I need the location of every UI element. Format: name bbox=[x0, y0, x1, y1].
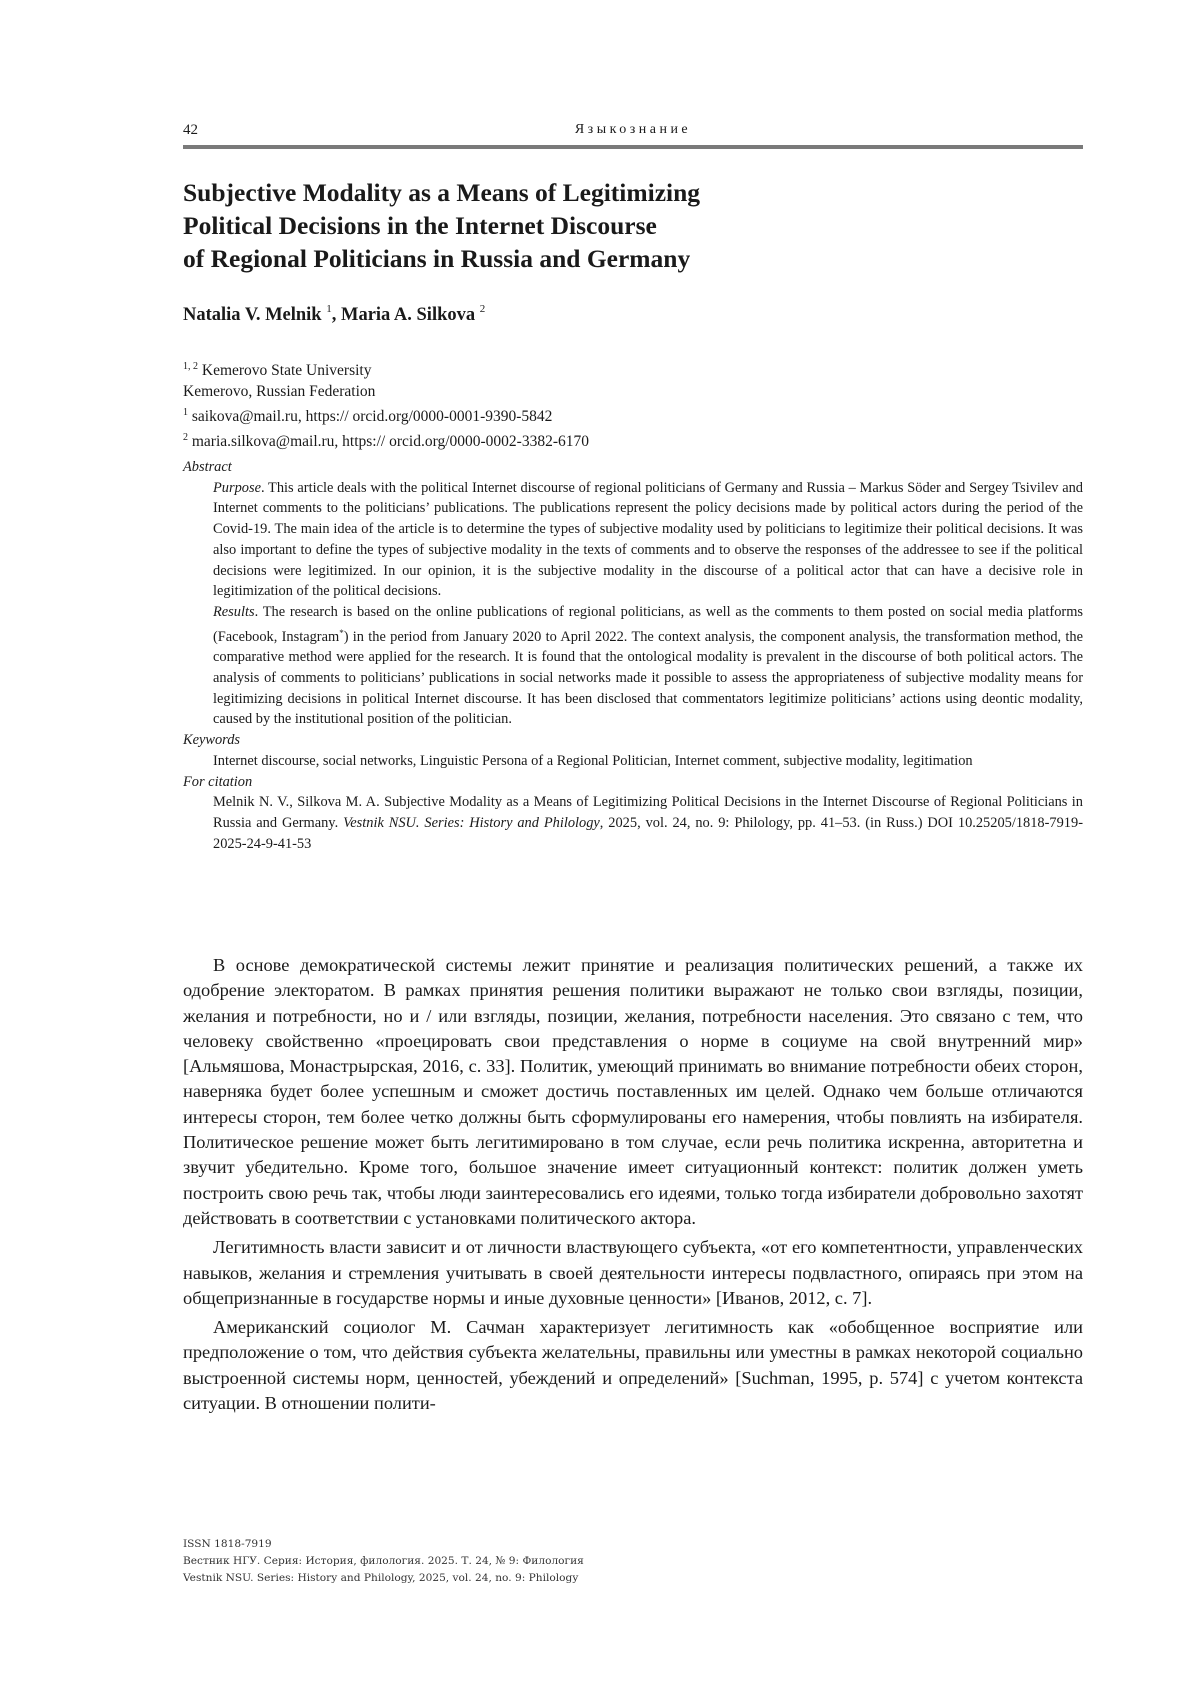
citation-authors-title: Melnik N. V., Silkova M. A. Subjective Modality as a Means of Legitimizing Political Decisions in the Internet Discourse of Regional Politicians in Russia and Germany. bbox=[213, 794, 1083, 831]
title-line: Subjective Modality as a Means of Legitimizing bbox=[183, 178, 701, 207]
author-name: Natalia V. Melnik bbox=[183, 305, 322, 325]
abstract-text bbox=[213, 478, 1083, 730]
keywords-text: Internet discourse, social networks, Linguistic Persona of a Regional Politician, Internet comment, subjective modality, legitimation bbox=[213, 752, 973, 769]
results-text: ) in the period from January 2020 to April 2022. The context analysis, the component analysis, the transformation method, the comparative method were applied for the research. It is found that the ontological modality is prevalent in the discourse of both political actors. The analysis of comments to politicians’ publications in social networks made it possible to assess the appropriateness of subjective modality means for legitimizing decisions in political Internet discourse. It has been disclosed that commentators legitimize politicians’ actions using deontic modality, caused by the institutional position of the politician. bbox=[213, 628, 1083, 728]
abstract-purpose bbox=[213, 478, 1083, 602]
contact-list bbox=[183, 402, 589, 452]
affiliation-mark: 1, 2 bbox=[183, 361, 198, 372]
contact-line bbox=[183, 427, 589, 452]
contact-mark: 1 bbox=[183, 407, 188, 418]
author-mark: 2 bbox=[479, 303, 486, 315]
citation-details: , 2025, vol. 24, no. 9: Philology, pp. 41–53. (in Russ.) DOI 10.25205/1818-7919-2025-24-9-41-53 bbox=[213, 814, 1083, 852]
results-text: . The research is based on the online publications of regional politicians, as well as the comments to them posted on social media platforms (Facebook, Instagram bbox=[213, 603, 1083, 645]
footer-issn: ISSN 1818-7919 bbox=[183, 1538, 272, 1550]
contact-email-orcid: saikova@mail.ru, https:// orcid.org/0000-0001-9390-5842 bbox=[191, 408, 553, 425]
article-metadata bbox=[183, 457, 1083, 854]
footer-journal-en: Vestnik NSU. Series: History and Philology, 2025, vol. 24, no. 9: Philology bbox=[183, 1572, 579, 1584]
results-label: Results bbox=[213, 603, 255, 620]
purpose-text: . This article deals with the political Internet discourse of regional politicians of Germany and Russia – Markus Söder and Sergey Tsivilev and Internet comments to the politicians’ publications. The publications represent the policy decisions made by political actors during the period of the Covid-19. The main idea of the article is to determine the types of subjective modality used by politicians to legitimize their political decisions. It was also important to define the types of subjective modality in the texts of comments and to observe the responses of the addressee to see if the political decisions were legitimized. In our opinion, it is the subjective modality in the discourse of a political actor that can have a decisive role in legitimization of the political decisions. bbox=[213, 479, 1083, 600]
contact-email-orcid: maria.silkova@mail.ru, https:// orcid.org/0000-0002-3382-6170 bbox=[191, 433, 590, 450]
header-rule bbox=[183, 145, 1083, 149]
article-body bbox=[183, 953, 1083, 1420]
title-line: of Regional Politicians in Russia and Germany bbox=[183, 244, 691, 273]
section-name: Языкознание bbox=[574, 122, 692, 137]
footer-journal-ru: Вестник НГУ. Серия: История, филология. 2025. Т. 24, № 9: Филология bbox=[183, 1555, 584, 1567]
abstract-results bbox=[213, 602, 1083, 730]
footnote-mark: * bbox=[339, 627, 344, 638]
body-paragraph: Легитимность власти зависит и от личности властвующего субъекта, «от его компетентности, управленческих навыков, желания и стремления учитывать в своей деятельности интересы подвластного, опираясь при этом на общепризнанные в государстве нормы и иные духовные ценности» [Иванов, 2012, с. 7]. bbox=[183, 1237, 1083, 1308]
university-name: Kemerovo State University bbox=[201, 362, 372, 379]
university-location: Kemerovo, Russian Federation bbox=[183, 383, 376, 400]
citation-text bbox=[213, 792, 1083, 854]
page-number: 42 bbox=[183, 122, 198, 138]
citation-label: For citation bbox=[183, 773, 253, 790]
author-list: Natalia V. Melnik $^1$, Maria A. Silkova $^2$ bbox=[183, 303, 486, 325]
body-paragraph: Американский социолог М. Сачман характеризует легитимность как «обобщенное восприятие или предположение о том, что действия субъекта желательны, правильны или уместны в рамках некоторой социально выстроенной системы норм, ценностей, убеждений и определений» [Suchman, 1995, p. 574] с учетом контекста ситуации. В отношении полити- bbox=[183, 1317, 1083, 1414]
page-footer bbox=[183, 1536, 584, 1587]
body-paragraph: В основе демократической системы лежит принятие и реализация политических решений, а также их одобрение электоратом. В рамках принятия решения политики выражают не только свои взгляды, позиции, желания и потребности, но и / или взгляды, позиции, желания, потребности населения. Это связано с тем, что человеку свойственно «проецировать свои представления о норме в социуме на свой внутренний мир» [Альмяшова, Монастрырская, 2016, с. 33]. Политик, умеющий принимать во внимание потребности обеих сторон, наверняка будет более успешным и сможет достичь поставленных им целей. Однако чем больше отличаются интересы сторон, тем более четко должны быть сформулированы его намерения, чтобы повлиять на избирателя. Политическое решение может быть легитимировано в том случае, если речь политика искренна, авторитетна и звучит убедительно. Кроме того, большое значение имеет ситуационный контекст: политик должен уметь построить свою речь так, чтобы люди заинтересовались его идеями, только тогда избиратели добровольно захотят действовать в соответствии с установками политического актора. bbox=[183, 955, 1083, 1228]
purpose-label: Purpose bbox=[213, 479, 261, 496]
contact-line bbox=[183, 402, 589, 427]
affiliation bbox=[183, 356, 375, 402]
author-mark: 1 bbox=[326, 303, 332, 315]
citation-journal: Vestnik NSU. Series: History and Philology bbox=[343, 814, 600, 831]
author-name: Maria A. Silkova bbox=[340, 305, 476, 325]
title-line: Political Decisions in the Internet Discourse bbox=[183, 211, 657, 240]
abstract-label: Abstract bbox=[183, 459, 232, 475]
article-title bbox=[183, 176, 883, 275]
keywords-label: Keywords bbox=[183, 732, 241, 749]
contact-mark: 2 bbox=[183, 432, 188, 443]
running-head bbox=[183, 122, 1083, 144]
